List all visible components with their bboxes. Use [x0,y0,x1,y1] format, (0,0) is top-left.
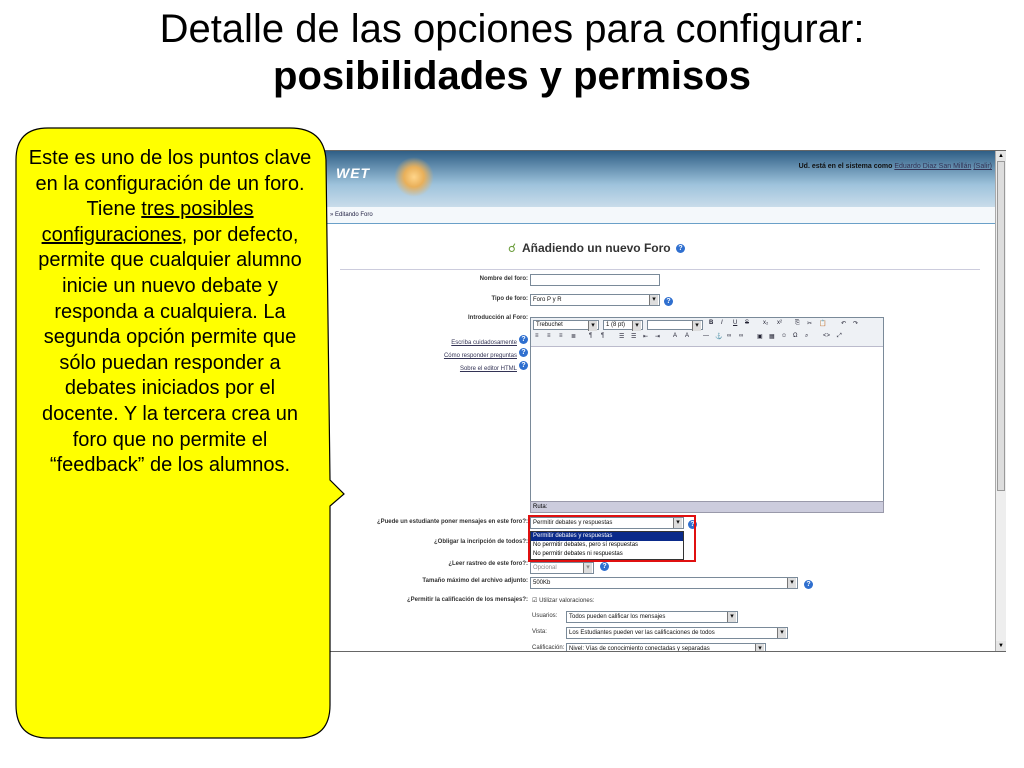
justify-icon[interactable]: ≣ [571,334,577,340]
outdent-icon[interactable]: ⇤ [643,334,649,340]
view-label: Vista: [532,629,547,635]
use-ratings-label: Utilizar valoraciones: [539,598,595,604]
editor-path-bar: Ruta: [530,501,884,513]
help-icon[interactable]: ? [519,335,528,344]
users-label: Usuarios: [532,613,558,619]
special-char-icon[interactable]: Ω [793,333,798,339]
force-subscribe-label: ¿Obligar la incripción de todos?: [433,539,528,545]
image-icon[interactable]: ▣ [757,334,763,340]
callout-text-before: Este es uno de los puntos clave en la configuración de un foro. Tiene [28,147,312,221]
track-label: ¿Leer rastreo de este foro?: [448,561,528,567]
table-icon[interactable]: ▦ [769,334,775,340]
can-post-help-icon[interactable]: ? [688,520,697,529]
font-select[interactable]: Trebuchet ▾ [533,320,599,330]
use-ratings-checkbox[interactable]: ☑ [532,598,538,604]
login-text: Ud. está en el sistema como [798,163,893,170]
view-select[interactable]: Los Estudiantes pueden ver las calificaciones de todos ▾ [566,627,788,639]
embedded-screenshot [318,150,1006,652]
can-post-option[interactable]: No permitir debates ni respuestas [533,551,623,557]
help-icon[interactable]: ? [519,348,528,357]
site-banner [318,151,996,207]
bullet-list-icon[interactable]: ☰ [631,334,637,340]
scroll-up-icon[interactable]: ▲ [996,151,1006,161]
callout-text-after: , por defecto, permite que cualquier alumno inicie un nuevo debate y responda a cualquiera. La segunda opción permite que sólo puedan responder a debates iniciados por el docente. Y la tercera crea un foro que no permite el “feedback” de los alumnos. [38,223,302,477]
track-help-icon[interactable]: ? [600,562,609,571]
align-left-icon[interactable]: ≡ [535,333,539,339]
forum-type-label: Tipo de foro: [491,296,528,302]
breadcrumb-current: » Editando Foro [330,212,373,218]
text-color-icon[interactable]: A [673,333,678,339]
size-select[interactable] [603,320,643,330]
breadcrumb [318,207,996,224]
can-post-select[interactable]: Permitir debates y respuestas ▾ [530,517,684,529]
can-post-option[interactable]: Permitir debates y respuestas [531,532,683,541]
users-select[interactable]: Todos pueden calificar los mensajes ▾ [566,611,738,623]
highlight-box [528,515,696,562]
form-title-text: Añadiendo un nuevo Foro [521,241,671,255]
banner-orb-decoration [394,157,434,197]
strike-button[interactable]: S [745,320,750,326]
numbered-list-icon[interactable]: ☰ [619,334,625,340]
forum-type-select[interactable]: Foro P y R ▾ [530,294,660,306]
scale-select[interactable]: Nivel: Vías de conocimiento conectadas y separadas ▾ [566,643,766,652]
bg-color-icon[interactable]: A [685,333,690,339]
bold-button[interactable]: B [709,320,714,326]
allow-rating-label: ¿Permitir la calificación de los mensajes?: [406,597,528,603]
help-icon[interactable]: ? [519,361,528,370]
smiley-icon[interactable]: ☺ [781,333,788,339]
write-carefully-link[interactable]: Escriba cuidadosamente [451,340,517,346]
divider [340,269,980,270]
editor-toolbar [531,318,883,347]
slide-title-line2: posibilidades y permisos [273,54,751,99]
intro-label: Introducción al Foro: [468,315,528,321]
hr-icon[interactable]: — [703,333,709,339]
ltr-icon[interactable]: ¶ [589,333,593,339]
max-attachment-help-icon[interactable]: ? [804,580,813,589]
rtl-icon[interactable]: ¶ [601,333,605,339]
copy-icon[interactable]: ⎘ [795,320,800,326]
align-right-icon[interactable]: ≡ [559,333,563,339]
help-icon[interactable]: ? [676,244,685,253]
paste-icon[interactable]: 📋 [819,321,827,327]
format-select[interactable] [647,320,703,330]
login-user-link[interactable]: Eduardo Diaz San Millán [894,163,972,170]
link-icon[interactable]: ∞ [727,333,732,339]
can-post-option[interactable]: No permitir debates, pero sí respuestas [533,542,639,548]
max-attachment-label: Tamaño máximo del archivo adjunto: [422,578,528,584]
undo-icon[interactable]: ↶ [841,321,847,327]
forum-type-help-icon[interactable]: ? [664,297,673,306]
can-post-label: ¿Puede un estudiante poner mensajes en este foro?: [376,519,528,525]
unlink-icon[interactable]: ∞ [739,333,744,339]
forum-name-input[interactable] [530,274,660,286]
logout-link[interactable]: (Salir) [973,163,992,170]
html-editor[interactable] [530,317,884,513]
subscript-icon[interactable]: x₂ [763,320,769,326]
form-title [508,241,685,255]
how-to-answer-link[interactable]: Cómo responder preguntas [443,353,517,359]
track-select[interactable]: Opcional ▾ [530,562,594,574]
vertical-scrollbar[interactable] [995,151,1006,651]
fullscreen-icon[interactable]: ⤢ [837,333,842,339]
italic-button[interactable]: I [721,320,723,326]
forum-name-label: Nombre del foro: [479,276,528,282]
anchor-icon[interactable]: ⚓ [715,334,723,340]
search-icon[interactable]: ⌕ [805,333,809,339]
cut-icon[interactable]: ✂ [807,321,813,327]
html-source-icon[interactable]: <> [823,333,831,339]
scroll-down-icon[interactable]: ▼ [996,641,1006,651]
superscript-icon[interactable]: x² [777,320,782,326]
callout-text-underlined: tres posibles configuraciones [41,198,254,246]
align-center-icon[interactable]: ≡ [547,333,551,339]
site-logo: WET [336,165,371,181]
about-html-editor-link[interactable]: Sobre el editor HTML [459,366,517,372]
login-info [799,163,992,170]
indent-icon[interactable]: ⇥ [655,334,661,340]
redo-icon[interactable]: ↷ [853,321,859,327]
callout-text [24,146,316,479]
max-attachment-select[interactable]: 500Kb ▾ [530,577,798,589]
scale-label: Calificación: [532,645,565,651]
size-select-value: 1 (8 pt) [606,322,626,328]
underline-button[interactable]: U [733,320,738,326]
forum-icon: ☌ [508,241,517,255]
slide-title-line1: Detalle de las opciones para configurar: [159,7,865,51]
help-links [444,335,528,374]
use-ratings-row [532,597,594,604]
scroll-thumb[interactable] [997,161,1005,491]
